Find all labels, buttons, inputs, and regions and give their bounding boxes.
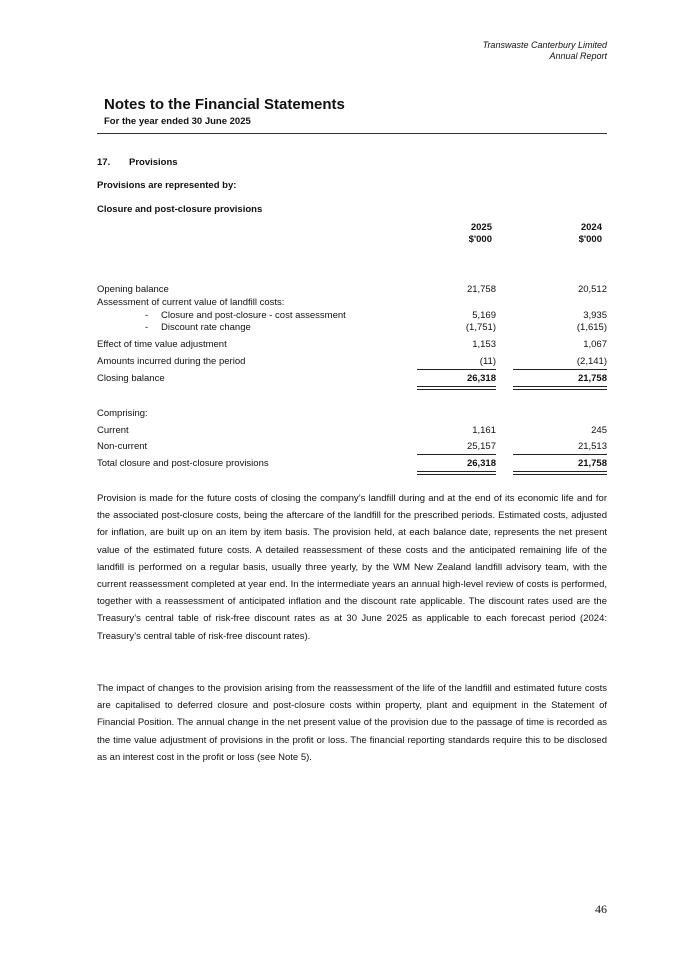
row-label: Amounts incurred during the period [97, 356, 246, 367]
row-label: Total closure and post-closure provisions [97, 458, 269, 469]
note-title: Provisions [129, 157, 178, 168]
table-row-total [97, 373, 607, 387]
column-header-2025: 2025 $'000 [468, 222, 492, 245]
page-title: Notes to the Financial Statements [104, 96, 345, 113]
note-number: 17. [97, 157, 111, 168]
subtotal-rule-2024 [513, 454, 607, 455]
value-2025: 1,153 [472, 339, 496, 350]
value-2025: 25,157 [466, 441, 496, 452]
column-header-2024: 2024 $'000 [578, 222, 602, 245]
table-row-total [97, 458, 607, 472]
bullet-dash: - [145, 310, 149, 321]
body-paragraph: The impact of changes to the provision arising from the reassessment of the life of the landfill and estimated future costs are capitalised to deferred closure and post-closure costs within property, plant and equipment in the Statement of Financial Position. The annual change in the net present value of the provision due to the passage of time is recorded as the time value adjustment of provisions in the profit or loss. The financial reporting standards require this to be disclosed as an interest cost in the profit or loss (see Note 5). [97, 683, 607, 763]
section-heading: Closure and post-closure provisions [97, 204, 263, 215]
total-double-rule-2025 [417, 386, 496, 390]
value-2025: 1,161 [472, 425, 496, 436]
value-2025: 5,169 [472, 310, 496, 321]
subtotal-rule-2025 [417, 369, 496, 370]
value-2025: 21,758 [466, 284, 496, 295]
table-row [97, 425, 607, 439]
table-row [97, 441, 607, 455]
company-header [483, 40, 607, 62]
row-label: Comprising: [97, 408, 148, 419]
row-label: Assessment of current value of landfill costs: [97, 297, 285, 308]
row-label: Closing balance [97, 373, 165, 384]
value-2024: 21,758 [577, 373, 607, 384]
table-row [97, 408, 607, 422]
report-name: Annual Report [549, 51, 607, 61]
subtotal-rule-2024 [513, 369, 607, 370]
bullet-dash: - [145, 322, 149, 333]
table-row [97, 297, 607, 311]
total-double-rule-2024 [513, 386, 607, 390]
page-subtitle: For the year ended 30 June 2025 [104, 116, 251, 127]
body-paragraph: Provision is made for the future costs of closing the company’s landfill during and at the end of its economic life and for the associated post-closure costs, being the aftercare of the landfill for the prescribed periods. Estimated costs, adjusted for inflation, are built up on an item by item basis. The provision held, at each balance date, represents the net present value of the estimated future costs. A detailed reassessment of these costs and the anticipated remaining life of the landfill is performed on a regular basis, usually three yearly, by the WM New Zealand landfill advisory team, with the current reassessment completed at year end. In the intermediate years an annual high-level review of costs is performed, together with a reassessment of anticipated inflation and the discount rate applicable. The discount rates used are the Treasury’s central table of risk-free discount rates as at 30 June 2025 as applicable to each forecast period (2024: Treasury’s central table of risk-free discount rates). [97, 493, 607, 642]
table-row [97, 339, 607, 353]
value-2025: (1,751) [465, 322, 496, 333]
value-2024: 21,758 [577, 458, 607, 469]
value-2025: 26,318 [466, 458, 496, 469]
value-2024: 21,513 [577, 441, 607, 452]
row-label: - Discount rate change [145, 322, 251, 333]
value-2024: 245 [591, 425, 607, 436]
value-2025: 26,318 [466, 373, 496, 384]
note-heading [97, 157, 178, 168]
represented-by-heading: Provisions are represented by: [97, 180, 237, 191]
table-row [97, 356, 607, 370]
value-2024: (2,141) [576, 356, 607, 367]
value-2025: (11) [479, 356, 496, 367]
row-label: Non-current [97, 441, 148, 452]
table-row [97, 284, 607, 298]
page-number: 46 [595, 902, 607, 916]
header-divider [97, 133, 607, 134]
value-2024: 20,512 [577, 284, 607, 295]
value-2024: 3,935 [583, 310, 607, 321]
subtotal-rule-2025 [417, 454, 496, 455]
row-label: - Closure and post-closure - cost assessment [145, 310, 346, 321]
total-double-rule-2025 [417, 471, 496, 475]
company-name: Transwaste Canterbury Limited [482, 40, 607, 50]
table-row [97, 322, 607, 336]
total-double-rule-2024 [513, 471, 607, 475]
row-label: Effect of time value adjustment [97, 339, 227, 350]
row-label: Current [97, 425, 129, 436]
value-2024: 1,067 [583, 339, 607, 350]
value-2024: (1,615) [576, 322, 607, 333]
row-label: Opening balance [97, 284, 169, 295]
